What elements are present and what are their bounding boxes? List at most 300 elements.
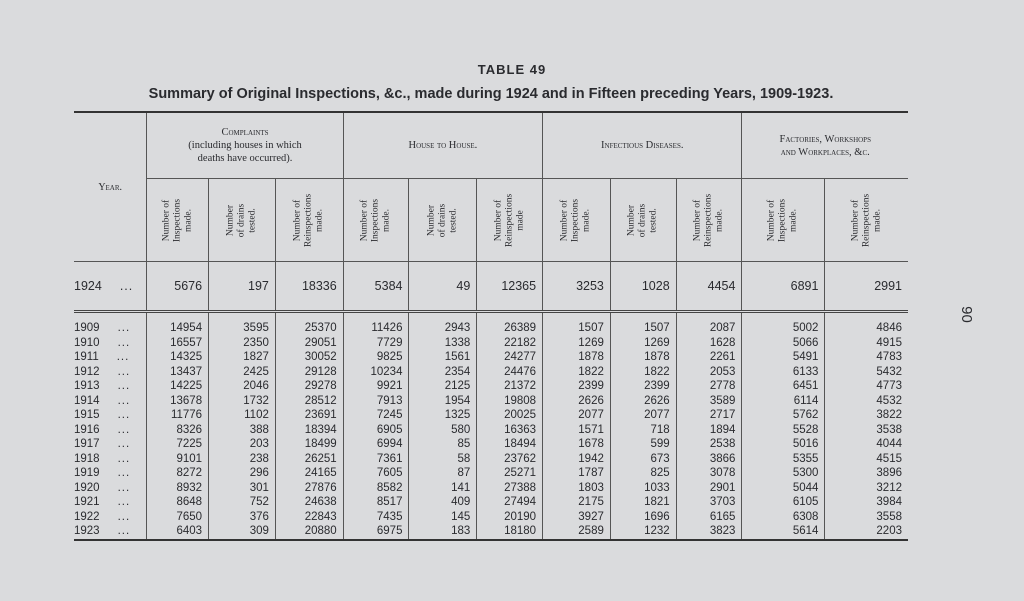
value-cell: 20025: [477, 408, 543, 423]
value-cell: 10234: [343, 365, 409, 380]
value-cell: 2589: [543, 524, 611, 540]
value-cell: 1507: [610, 321, 676, 336]
value-cell: 7913: [343, 394, 409, 409]
value-cell: 20880: [275, 524, 343, 540]
year-value: 1912: [74, 365, 100, 378]
infectious-diseases-header: Infectious Diseases.: [543, 112, 742, 179]
value-cell: 2087: [676, 321, 742, 336]
column-header-line: made.: [872, 208, 883, 232]
leader-dots: ...: [117, 510, 131, 523]
value-cell: 6114: [742, 394, 825, 409]
value-cell: 26389: [477, 321, 543, 336]
value-cell: 58: [409, 452, 477, 467]
inspections-table: [74, 111, 908, 541]
value-cell: 9825: [343, 350, 409, 365]
column-header: [147, 179, 209, 262]
year-cell: [74, 423, 147, 438]
value-cell: 6165: [676, 510, 742, 525]
value-cell: 1033: [610, 481, 676, 496]
value-cell: 599: [610, 437, 676, 452]
year-value: 1918: [74, 452, 100, 465]
value-cell: 28512: [275, 394, 343, 409]
year-cell: [74, 365, 147, 380]
spacer-cell: [825, 312, 908, 322]
value-cell: 5384: [343, 262, 409, 312]
value-cell: 16557: [147, 336, 209, 351]
column-header-line: of drains: [637, 203, 648, 237]
value-cell: 8272: [147, 466, 209, 481]
column-header: [742, 179, 825, 262]
value-cell: 4044: [825, 437, 908, 452]
table-row: [74, 336, 908, 351]
factories-header-line1: Factories, Workshops: [779, 133, 871, 145]
spacer-cell: [742, 312, 825, 322]
leader-dots: ...: [117, 365, 131, 378]
column-header-line: tested.: [448, 207, 459, 233]
spacer-cell: [275, 312, 343, 322]
factories-header-line2: and Workplaces, &c.: [780, 146, 870, 158]
table-row: [74, 321, 908, 336]
value-cell: 3212: [825, 481, 908, 496]
year-cell: [74, 408, 147, 423]
value-cell: 1338: [409, 336, 477, 351]
year-value: 1911: [74, 351, 99, 363]
complaints-header: [147, 112, 343, 179]
column-header-line: Reinspections: [861, 193, 872, 247]
value-cell: 27494: [477, 495, 543, 510]
value-cell: 2399: [543, 379, 611, 394]
value-cell: 5044: [742, 481, 825, 496]
value-cell: 5614: [742, 524, 825, 540]
spacer-cell: [543, 312, 611, 322]
value-cell: 3538: [825, 423, 908, 438]
year-value: 1922: [74, 510, 100, 523]
table-row: [74, 495, 908, 510]
value-cell: 6975: [343, 524, 409, 540]
value-cell: 18499: [275, 437, 343, 452]
year-cell: [74, 262, 147, 312]
value-cell: 3866: [676, 452, 742, 467]
table-row: [74, 365, 908, 380]
value-cell: 1954: [409, 394, 477, 409]
value-cell: 4515: [825, 452, 908, 467]
value-cell: 5002: [742, 321, 825, 336]
column-header-line: Number: [426, 204, 437, 236]
value-cell: 12365: [477, 262, 543, 312]
column-header-line: Number of: [359, 199, 370, 241]
spacer-cell: [74, 312, 147, 322]
value-cell: 6105: [742, 495, 825, 510]
year-header: Year.: [74, 112, 147, 262]
value-cell: 1822: [610, 365, 676, 380]
table-row: [74, 481, 908, 496]
value-cell: 1878: [543, 350, 611, 365]
column-header-line: Number of: [766, 199, 777, 241]
value-cell: 309: [209, 524, 276, 540]
value-cell: 5355: [742, 452, 825, 467]
value-cell: 2778: [676, 379, 742, 394]
value-cell: 14225: [147, 379, 209, 394]
value-cell: 8932: [147, 481, 209, 496]
value-cell: 9921: [343, 379, 409, 394]
column-header-line: Inspections: [777, 198, 788, 242]
table-row: [74, 394, 908, 409]
value-cell: 23762: [477, 452, 543, 467]
table-row: [74, 423, 908, 438]
column-header-line: Number of: [850, 199, 861, 241]
column-header-line: of drains: [236, 203, 247, 237]
value-cell: 22843: [275, 510, 343, 525]
value-cell: 1878: [610, 350, 676, 365]
value-cell: 1894: [676, 423, 742, 438]
value-cell: 1269: [543, 336, 611, 351]
value-cell: 3558: [825, 510, 908, 525]
value-cell: 18394: [275, 423, 343, 438]
value-cell: 2125: [409, 379, 477, 394]
value-cell: 21372: [477, 379, 543, 394]
value-cell: 26251: [275, 452, 343, 467]
column-header: [409, 179, 477, 262]
year-value: 1921: [74, 496, 100, 508]
value-cell: 2538: [676, 437, 742, 452]
value-cell: 6133: [742, 365, 825, 380]
value-cell: 24476: [477, 365, 543, 380]
value-cell: 2261: [676, 350, 742, 365]
year-value: 1916: [74, 423, 100, 436]
value-cell: 18494: [477, 437, 543, 452]
value-cell: 29278: [275, 379, 343, 394]
value-cell: 6994: [343, 437, 409, 452]
year-value: 1923: [74, 525, 100, 537]
column-header-line: tested.: [648, 207, 659, 233]
leader-dots: ...: [117, 336, 131, 349]
value-cell: 3078: [676, 466, 742, 481]
value-cell: 8517: [343, 495, 409, 510]
value-cell: 5300: [742, 466, 825, 481]
value-cell: 1678: [543, 437, 611, 452]
column-header: [209, 179, 276, 262]
value-cell: 580: [409, 423, 477, 438]
column-header-line: Number of: [161, 199, 172, 241]
value-cell: 4454: [676, 262, 742, 312]
spacer-cell: [477, 312, 543, 322]
value-cell: 2354: [409, 365, 477, 380]
value-cell: 2175: [543, 495, 611, 510]
table-number: TABLE 49: [477, 62, 547, 77]
value-cell: 1102: [209, 408, 276, 423]
column-header-line: Number of: [292, 199, 303, 241]
value-cell: 7729: [343, 336, 409, 351]
house-to-house-header: House to House.: [343, 112, 542, 179]
leader-dots: ...: [117, 380, 131, 392]
column-header-line: Number of: [559, 199, 570, 241]
column-header-line: made.: [314, 208, 325, 232]
column-header-line: made.: [381, 208, 392, 232]
value-cell: 3823: [676, 524, 742, 540]
value-cell: 14325: [147, 350, 209, 365]
value-cell: 30052: [275, 350, 343, 365]
factories-header: [742, 112, 908, 179]
column-header-line: Number of: [493, 199, 504, 241]
table-row-1924: [74, 262, 908, 312]
value-cell: 6891: [742, 262, 825, 312]
value-cell: 2203: [825, 524, 908, 540]
leader-dots: ...: [117, 438, 131, 450]
year-cell: [74, 481, 147, 496]
table-body: [74, 262, 908, 540]
value-cell: 18336: [275, 262, 343, 312]
value-cell: 2053: [676, 365, 742, 380]
value-cell: 3595: [209, 321, 276, 336]
value-cell: 7225: [147, 437, 209, 452]
column-header: [610, 179, 676, 262]
value-cell: 1942: [543, 452, 611, 467]
value-cell: 7361: [343, 452, 409, 467]
value-cell: 2425: [209, 365, 276, 380]
year-value: 1909: [74, 322, 100, 334]
leader-dots: ...: [117, 496, 131, 508]
value-cell: 7435: [343, 510, 409, 525]
year-value: 1924: [74, 278, 102, 293]
value-cell: 2943: [409, 321, 477, 336]
year-value: 1914: [74, 394, 100, 407]
leader-dots: ...: [119, 278, 134, 293]
value-cell: 11776: [147, 408, 209, 423]
year-value: 1919: [74, 467, 100, 479]
value-cell: 6403: [147, 524, 209, 540]
value-cell: 19808: [477, 394, 543, 409]
value-cell: 141: [409, 481, 477, 496]
column-header: [543, 179, 611, 262]
value-cell: 2350: [209, 336, 276, 351]
value-cell: 7245: [343, 408, 409, 423]
value-cell: 1822: [543, 365, 611, 380]
year-value: 1920: [74, 481, 100, 494]
table-row: [74, 350, 908, 365]
value-cell: 7605: [343, 466, 409, 481]
spacer-row: [74, 312, 908, 322]
value-cell: 2626: [610, 394, 676, 409]
value-cell: 5432: [825, 365, 908, 380]
year-value: 1917: [74, 438, 100, 450]
table-title: Summary of Original Inspections, &c., made during 1924 and in Fifteen preceding Years, 1909-1923.: [148, 86, 834, 102]
value-cell: 25271: [477, 466, 543, 481]
leader-dots: ...: [117, 409, 131, 421]
value-cell: 9101: [147, 452, 209, 467]
value-cell: 388: [209, 423, 276, 438]
value-cell: 20190: [477, 510, 543, 525]
value-cell: 1827: [209, 350, 276, 365]
leader-dots: ...: [117, 322, 131, 334]
value-cell: 29128: [275, 365, 343, 380]
year-cell: [74, 466, 147, 481]
value-cell: 5066: [742, 336, 825, 351]
value-cell: 4915: [825, 336, 908, 351]
value-cell: 1628: [676, 336, 742, 351]
table-row: [74, 437, 908, 452]
year-value: 1910: [74, 336, 100, 349]
value-cell: 1507: [543, 321, 611, 336]
page-number: 90: [957, 306, 975, 323]
column-header-line: tested.: [247, 207, 258, 233]
column-header-line: Reinspections: [303, 193, 314, 247]
value-cell: 87: [409, 466, 477, 481]
value-cell: 11426: [343, 321, 409, 336]
value-cell: 8582: [343, 481, 409, 496]
year-cell: [74, 524, 147, 540]
value-cell: 673: [610, 452, 676, 467]
value-cell: 2991: [825, 262, 908, 312]
column-header: [825, 179, 908, 262]
year-cell: [74, 495, 147, 510]
column-header-line: made.: [183, 208, 194, 232]
value-cell: 4532: [825, 394, 908, 409]
value-cell: 3822: [825, 408, 908, 423]
value-cell: 16363: [477, 423, 543, 438]
column-header-line: of drains: [437, 203, 448, 237]
column-header: [676, 179, 742, 262]
value-cell: 825: [610, 466, 676, 481]
value-cell: 25370: [275, 321, 343, 336]
spacer-cell: [409, 312, 477, 322]
value-cell: 752: [209, 495, 276, 510]
leader-dots: ...: [116, 351, 130, 363]
value-cell: 4773: [825, 379, 908, 394]
value-cell: 8648: [147, 495, 209, 510]
column-header-line: made.: [788, 208, 799, 232]
column-header-line: Inspections: [172, 198, 183, 242]
value-cell: 301: [209, 481, 276, 496]
subheader-row: [74, 179, 908, 262]
value-cell: 718: [610, 423, 676, 438]
value-cell: 183: [409, 524, 477, 540]
value-cell: 27876: [275, 481, 343, 496]
leader-dots: ...: [117, 525, 131, 537]
value-cell: 1269: [610, 336, 676, 351]
table-row: [74, 379, 908, 394]
leader-dots: ...: [117, 467, 131, 479]
value-cell: 238: [209, 452, 276, 467]
value-cell: 8326: [147, 423, 209, 438]
leader-dots: ...: [117, 394, 131, 407]
table-row: [74, 510, 908, 525]
value-cell: 2717: [676, 408, 742, 423]
value-cell: 6451: [742, 379, 825, 394]
leader-dots: ...: [117, 423, 131, 436]
spacer-cell: [147, 312, 209, 322]
value-cell: 18180: [477, 524, 543, 540]
value-cell: 1803: [543, 481, 611, 496]
value-cell: 3927: [543, 510, 611, 525]
column-header: [477, 179, 543, 262]
value-cell: 3253: [543, 262, 611, 312]
table-row: [74, 524, 908, 540]
table-row: [74, 408, 908, 423]
value-cell: 5491: [742, 350, 825, 365]
value-cell: 49: [409, 262, 477, 312]
spacer-cell: [676, 312, 742, 322]
value-cell: 2399: [610, 379, 676, 394]
value-cell: 5762: [742, 408, 825, 423]
value-cell: 85: [409, 437, 477, 452]
value-cell: 376: [209, 510, 276, 525]
column-header-line: Number: [225, 204, 236, 236]
year-cell: [74, 321, 147, 336]
year-cell: [74, 452, 147, 467]
value-cell: 5676: [147, 262, 209, 312]
column-header-line: Inspections: [370, 198, 381, 242]
value-cell: 203: [209, 437, 276, 452]
value-cell: 197: [209, 262, 276, 312]
value-cell: 3896: [825, 466, 908, 481]
column-header: [275, 179, 343, 262]
value-cell: 14954: [147, 321, 209, 336]
value-cell: 27388: [477, 481, 543, 496]
year-value: 1913: [74, 380, 100, 392]
column-header-line: Inspections: [570, 198, 581, 242]
leader-dots: ...: [117, 481, 131, 494]
spacer-cell: [343, 312, 409, 322]
complaints-header-line3: deaths have occurred).: [197, 153, 293, 164]
value-cell: 1696: [610, 510, 676, 525]
value-cell: 5528: [742, 423, 825, 438]
value-cell: 296: [209, 466, 276, 481]
value-cell: 1325: [409, 408, 477, 423]
value-cell: 24165: [275, 466, 343, 481]
complaints-header-line1: Complaints: [221, 127, 269, 138]
value-cell: 1028: [610, 262, 676, 312]
value-cell: 6308: [742, 510, 825, 525]
value-cell: 145: [409, 510, 477, 525]
value-cell: 1787: [543, 466, 611, 481]
value-cell: 2077: [610, 408, 676, 423]
year-cell: [74, 394, 147, 409]
value-cell: 1821: [610, 495, 676, 510]
year-cell: [74, 379, 147, 394]
value-cell: 3984: [825, 495, 908, 510]
value-cell: 23691: [275, 408, 343, 423]
value-cell: 2626: [543, 394, 611, 409]
value-cell: 3589: [676, 394, 742, 409]
value-cell: 1561: [409, 350, 477, 365]
value-cell: 24277: [477, 350, 543, 365]
complaints-header-line2: (including houses in which: [188, 140, 302, 151]
year-value: 1915: [74, 409, 100, 421]
value-cell: 1732: [209, 394, 276, 409]
table-row: [74, 466, 908, 481]
spacer-cell: [610, 312, 676, 322]
column-header-line: made: [515, 209, 526, 231]
value-cell: 29051: [275, 336, 343, 351]
column-header-line: made.: [714, 208, 725, 232]
value-cell: 13678: [147, 394, 209, 409]
value-cell: 7650: [147, 510, 209, 525]
leader-dots: ...: [117, 452, 131, 465]
value-cell: 1571: [543, 423, 611, 438]
year-cell: [74, 437, 147, 452]
value-cell: 13437: [147, 365, 209, 380]
value-cell: 3703: [676, 495, 742, 510]
value-cell: 22182: [477, 336, 543, 351]
column-header-line: Reinspections: [504, 193, 515, 247]
table-row: [74, 452, 908, 467]
year-cell: [74, 350, 147, 365]
year-cell: [74, 336, 147, 351]
column-header-line: made.: [581, 208, 592, 232]
year-cell: [74, 510, 147, 525]
value-cell: 4846: [825, 321, 908, 336]
value-cell: 2077: [543, 408, 611, 423]
